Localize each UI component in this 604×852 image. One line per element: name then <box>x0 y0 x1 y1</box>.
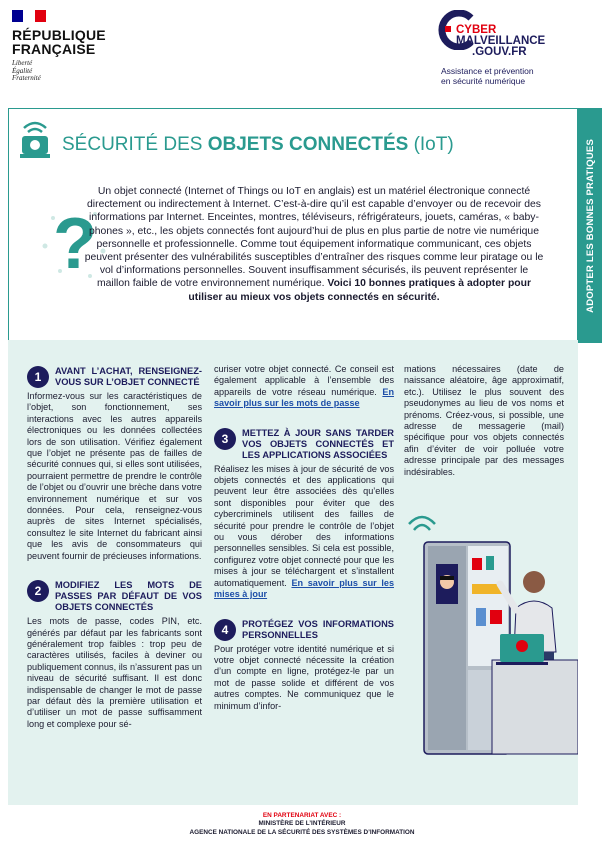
page-title <box>62 134 454 156</box>
section-1-header <box>27 366 202 388</box>
updates-link[interactable]: En savoir plus sur les mises à jour <box>214 577 394 600</box>
footer-partner-1: MINISTÈRE DE L’INTÉRIEUR <box>258 820 346 828</box>
title-prefix: SÉCURITÉ DES <box>62 134 208 155</box>
section-4-body: Pour protéger votre identité numérique et si votre objet connecté nécessite la création d’un compte en ligne, protégez-le par un mot de passe solide et différent de vos autres comptes. Ne communiquez que le minimum d’infor- <box>214 643 394 711</box>
section-2-body: Les mots de passe, codes PIN, etc. générés par défaut par les fabricants sont généralement trop faibles : trop peu de caractères utilisés, faciles à deviner ou publiquement connus, ils n’assurent pas un niveau de sécurité suffisant. Il est donc indispensable de changer le mot de passe par défaut dès la première utilisation et d’utiliser un mot de passe suffisamment long et complexe pour sé- <box>27 616 202 729</box>
rf-line-1: RÉPUBLIQUE <box>12 27 106 43</box>
column-2 <box>214 364 394 712</box>
section-1-number: 1 <box>27 366 49 388</box>
footer-partnership: EN PARTENARIAT AVEC : <box>262 812 342 819</box>
smart-fridge-illustration <box>406 512 578 774</box>
section-2-body-continued: curiser votre objet connecté. Ce conseil est également applicable à l’ensemble des appareils de votre réseau numérique. <box>214 364 394 397</box>
rf-line-2: FRANÇAISE <box>12 41 96 57</box>
column-3 <box>404 364 564 478</box>
section-3-header <box>214 428 394 461</box>
section-3-title: METTEZ À JOUR SANS TARDER VOS OBJETS CONNECTÉS ET LES APPLICATIONS ASSOCIÉES <box>242 427 394 460</box>
republic-motto <box>12 60 41 83</box>
intro-paragraph <box>84 185 544 304</box>
sidebar-label <box>578 108 602 343</box>
cm-line-3: .GOUV.FR <box>472 46 527 58</box>
footer <box>0 812 604 837</box>
section-4-header <box>214 619 394 641</box>
footer-partner-2: AGENCE NATIONALE DE LA SÉCURITÉ DES SYSTÈMES D’INFORMATION <box>189 828 415 836</box>
motto-3: Fraternité <box>12 74 41 82</box>
cybermalveillance-wordmark <box>456 25 545 58</box>
cm-line-2: MALVEILLANCE <box>456 35 546 47</box>
section-2-header <box>27 580 202 613</box>
section-2-title: MODIFIEZ LES MOTS DE PASSES PAR DÉFAUT DE VOS OBJETS CONNECTÉS <box>55 580 202 613</box>
motto-2: Égalité <box>12 66 33 75</box>
section-4-body-continued: mations nécessaires (date de naissance aléatoire, âge approximatif, etc.). Utilisez le plus souvent des pseudonymes au lieu de vos noms et prénoms. Créez-vous, si possible, une adresse de messagerie (mail) spécifique pour vos objets connectés afin d’éviter de voir polluée votre adresse principale par des messages indésirables. <box>404 364 564 477</box>
motto-1: Liberté <box>12 59 33 67</box>
title-suffix: (IoT) <box>408 134 454 155</box>
title-bold: OBJETS CONNECTÉS <box>207 134 409 155</box>
cm-sub-2: en sécurité numérique <box>441 76 526 86</box>
section-3-body: Réalisez les mises à jour de sécurité de vos objets connectés et des applications qui peuvent leur être associées dès qu’elles sont disponibles pour éviter que des cybercriminels utilisent des failles de sécurité pour prendre le contrôle de l’objet ou vous dérober des informations personnelles sensibles. Si cela est possible, configurez votre objet connecté pour que les mises à jour se téléchargent et s’installent automatiquement. <box>214 463 394 588</box>
section-4-number: 4 <box>214 619 236 641</box>
section-1-title: AVANT L’ACHAT, RENSEIGNEZ-VOUS SUR L’OBJET CONNECTÉ <box>55 366 202 387</box>
cybermalveillance-tagline <box>441 66 534 86</box>
intro-text: Un objet connecté (Internet of Things ou IoT en anglais) est un matériel électronique connecté directement ou indirectement à Internet. C’est-à-dire qu’il est capable d’envoyer ou de recevoir des informations par Internet. Enceintes, montres, téléviseurs, réfrigérateurs, jouets, caméras, « baby-phones », etc., les objets connectés font aujourd’hui de plus en plus partie de notre vie numérique personnelle et professionnelle. Comme tout équipement informatique communicant, ces objets peuvent présenter des vulnérabilités susceptibles d’entraîner des risques comme leur piratage ou le vol d’informations personnelles. Souvent insuffisamment sécurisés, ils peuvent représenter le maillon faible de votre environnement numérique. <box>84 186 544 290</box>
cm-sub-1: Assistance et prévention <box>441 66 534 76</box>
cm-line-1: CYBER <box>456 24 497 36</box>
connected-camera-icon <box>18 120 52 160</box>
french-flag-logo <box>12 10 46 22</box>
section-4-title: PROTÉGEZ VOS INFORMATIONS PERSONNELLES <box>242 618 394 640</box>
column-1 <box>27 364 202 730</box>
sidebar-label-text: ADOPTER LES BONNES PRATIQUES <box>584 138 596 313</box>
svg-text:?: ? <box>53 204 97 284</box>
republique-francaise-logo <box>12 28 106 56</box>
passwords-link[interactable]: En savoir plus sur les mots de passe <box>214 386 394 409</box>
intro-bold-text: Voici 10 bonnes pratiques à adopter pour utiliser au mieux vos objets connectés en sécurité. <box>188 278 532 303</box>
section-2-number: 2 <box>27 580 49 602</box>
section-1-body: Informez-vous sur les caractéristiques de l’objet, son fonctionnement, ses interactions avec les autres appareils électroniques ou les données collectées lors de son utilisation. Vérifiez également que l’objet ne présente pas de failles de sécurité connues qui, si elles sont utilisées, pourraient permettre de prendre le contrôle de l’objet ou d’ouvrir une brèche dans votre environnement numérique et sur vos données. Pour cela, renseignez-vous auprès de sites Internet spécialisés, consultez le site Internet du fabricant ainsi que les avis de consommateurs qui peuvent fournir de précieuses informations. <box>27 391 202 561</box>
section-3-number: 3 <box>214 428 236 450</box>
